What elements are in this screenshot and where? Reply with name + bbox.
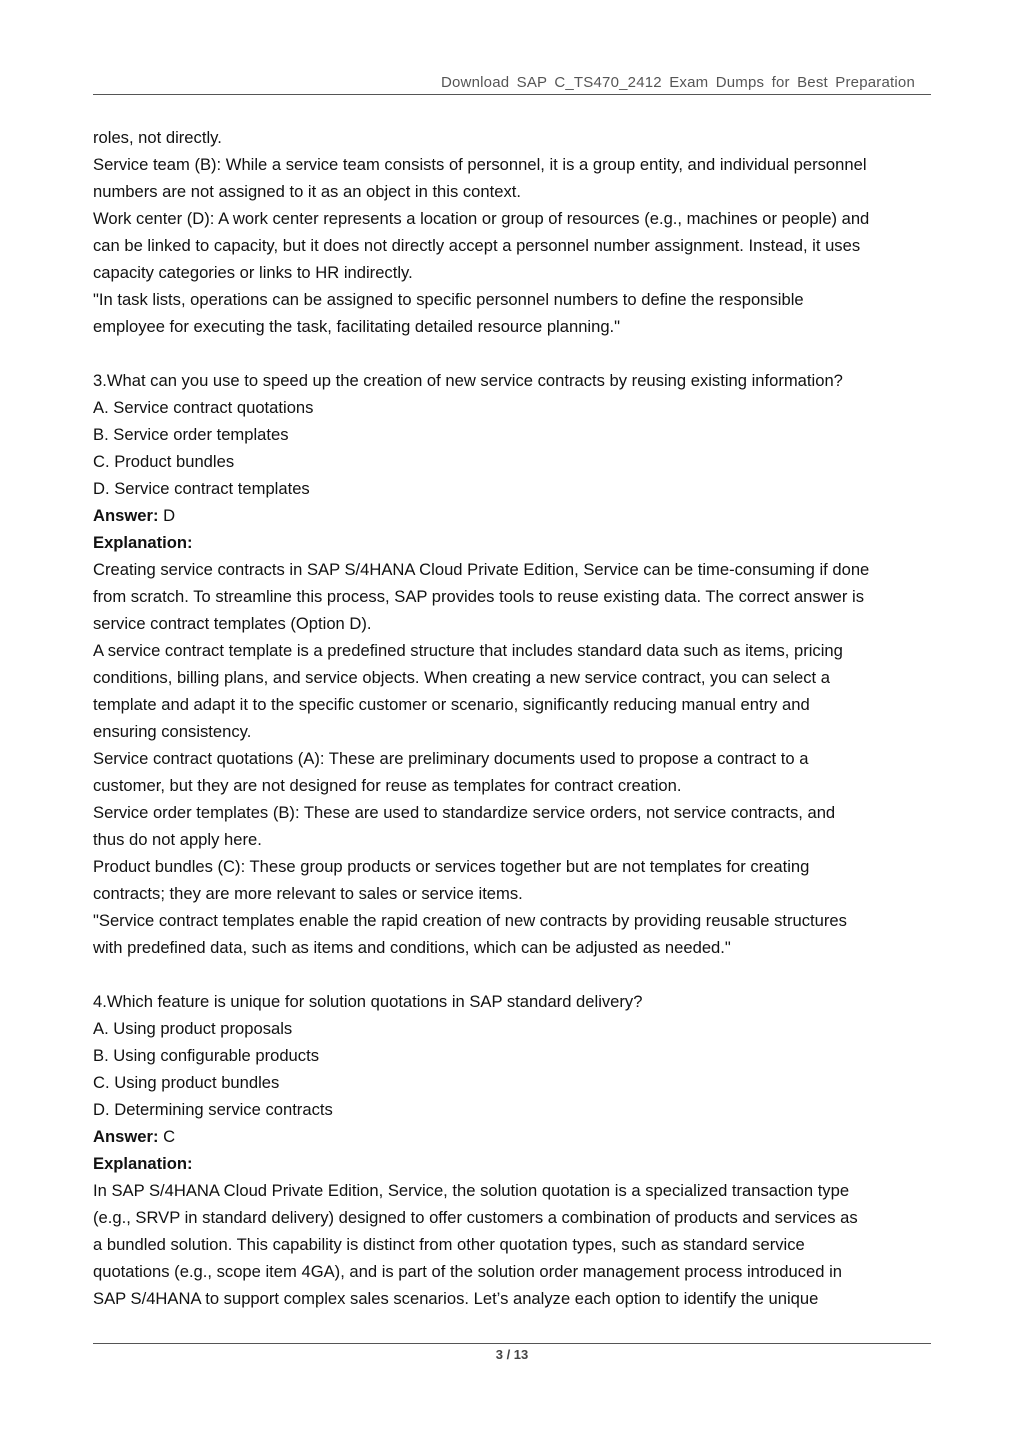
footer-divider — [93, 1343, 931, 1344]
answer-value: C — [158, 1127, 176, 1146]
explanation-line: customer, but they are not designed for reuse as templates for contract creation. — [93, 776, 682, 795]
answer-label: Answer: — [93, 1127, 159, 1146]
explanation-line: ensuring consistency. — [93, 722, 252, 741]
explanation-line: contracts; they are more relevant to sales or service items. — [93, 884, 523, 903]
explanation-line: quotations (e.g., scope item 4GA), and is part of the solution order management process introduced in — [93, 1262, 842, 1281]
text-line: employee for executing the task, facilitating detailed resource planning." — [93, 317, 621, 336]
option-a: A. Service contract quotations — [93, 398, 314, 417]
page-number: 3 / 13 — [495, 1347, 529, 1362]
document-body — [93, 124, 938, 1312]
explanation-line: Creating service contracts in SAP S/4HANA Cloud Private Edition, Service can be time-consuming if done — [93, 560, 870, 579]
question-text: 3.What can you use to speed up the creation of new service contracts by reusing existing information? — [93, 371, 843, 390]
text-line: numbers are not assigned to it as an object in this context. — [93, 182, 521, 201]
answer-line — [93, 502, 938, 529]
text-line: "In task lists, operations can be assigned to specific personnel numbers to define the responsible — [93, 290, 804, 309]
option-c: C. Product bundles — [93, 452, 235, 471]
option-a: A. Using product proposals — [93, 1019, 293, 1038]
explanation-line: Product bundles (C): These group products or services together but are not templates for creating — [93, 857, 810, 876]
explanation-line: In SAP S/4HANA Cloud Private Edition, Service, the solution quotation is a specialized transaction type — [93, 1181, 850, 1200]
text-line: can be linked to capacity, but it does not directly accept a personnel number assignment. Instead, it uses — [93, 236, 861, 255]
option-b: B. Using configurable products — [93, 1046, 319, 1065]
explanation-line: thus do not apply here. — [93, 830, 262, 849]
option-d: D. Service contract templates — [93, 479, 310, 498]
answer-value: D — [158, 506, 176, 525]
option-d: D. Determining service contracts — [93, 1100, 333, 1119]
explanation-line: conditions, billing plans, and service objects. When creating a new service contract, you can select a — [93, 668, 830, 687]
explanation-label: Explanation: — [93, 1154, 193, 1173]
blank-line — [93, 961, 938, 988]
text-line: roles, not directly. — [93, 128, 222, 147]
explanation-line: Service contract quotations (A): These are preliminary documents used to propose a contract to a — [93, 749, 809, 768]
text-line: Service team (B): While a service team consists of personnel, it is a group entity, and individual personnel — [93, 155, 867, 174]
header-title: Download SAP C_TS470_2412 Exam Dumps for Best Preparation — [440, 74, 915, 91]
blank-line — [93, 340, 938, 367]
explanation-line: "Service contract templates enable the rapid creation of new contracts by providing reusable structures — [93, 911, 847, 930]
previous-answer-continuation — [93, 124, 938, 340]
explanation-label: Explanation: — [93, 533, 193, 552]
explanation-line: service contract templates (Option D). — [93, 614, 372, 633]
explanation-line: Service order templates (B): These are used to standardize service orders, not service contracts, and — [93, 803, 836, 822]
question-3 — [93, 367, 938, 961]
explanation-line: (e.g., SRVP in standard delivery) designed to offer customers a combination of products and services as — [93, 1208, 858, 1227]
explanation-line: with predefined data, such as items and conditions, which can be adjusted as needed." — [93, 938, 731, 957]
page-header — [93, 72, 931, 95]
question-4 — [93, 988, 938, 1312]
explanation-line: template and adapt it to the specific customer or scenario, significantly reducing manual entry and — [93, 695, 810, 714]
option-c: C. Using product bundles — [93, 1073, 280, 1092]
explanation-line: from scratch. To streamline this process, SAP provides tools to reuse existing data. The correct answer is — [93, 587, 865, 606]
explanation-line: A service contract template is a predefined structure that includes standard data such as items, pricing — [93, 641, 843, 660]
answer-line — [93, 1123, 938, 1150]
text-line: capacity categories or links to HR indirectly. — [93, 263, 413, 282]
option-b: B. Service order templates — [93, 425, 289, 444]
text-line: Work center (D): A work center represents a location or group of resources (e.g., machines or people) and — [93, 209, 870, 228]
answer-label: Answer: — [93, 506, 159, 525]
question-text: 4.Which feature is unique for solution quotations in SAP standard delivery? — [93, 992, 643, 1011]
explanation-line: SAP S/4HANA to support complex sales scenarios. Let’s analyze each option to identify the unique — [93, 1289, 819, 1308]
explanation-line: a bundled solution. This capability is distinct from other quotation types, such as standard service — [93, 1235, 805, 1254]
